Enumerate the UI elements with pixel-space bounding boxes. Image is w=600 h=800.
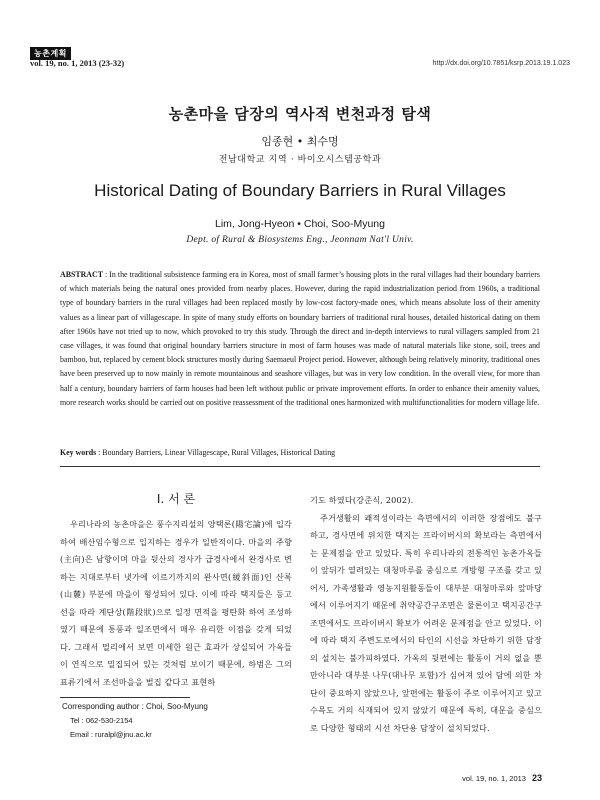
intro-paragraph-1: 우리나라의 농촌마을은 풍수지리설의 양택론(陽宅論)에 입각하여 배산임수형으로 입지하는 경우가 일반적이다. 마을의 주향(主向)은 남향이며 마을 뒷산의 경사가 급경사에서 완경사로 변하는 지대로부터 냇가에 이르기까지의 완사면(緩斜面)인 산록(山麓) 부분에 마을이 형성되어 있다. 이에 따라 택지들은 등고선을 따라 계단상(階段狀)으로 일정 면적을 평탄화 하여 조성하였기 때문에 통풍과 일조면에서 매우 유리한 이점을 갖게 되었다. 그래서 멀리에서 보면 미세한 원근 효과가 상실되어 가옥들이 연직으로 밀집되어 있는 것처럼 보이기 때문에, 하범은 그의 표류기에서 조선마을을 벌집 같다고 표현하 <box>60 519 292 687</box>
korean-affiliation: 전남대학교 지역 · 바이오시스템공학과 <box>218 155 382 165</box>
right-column <box>310 492 542 737</box>
english-authors: Lim, Jong-Hyeon • Choi, Soo-Myung <box>214 218 385 230</box>
intro-paragraph-2: 주거생활의 쾌적성이라는 측면에서의 이러한 장점에도 불구하고, 경사면에 위치한 택지는 프라이버시의 확보라는 측면에서는 문제점을 안고 있었다. 특히 우리나라의 전통적인 농촌가옥들이 앞뒤가 열려있는 대청마루를 중심으로 개방형 구조를 갖고 있어서, 가족생활과 영농지원활동들이 대부분 대청마루와 앞마당에서 이루어지기 때문에 취약공간구조면은 물론이고 택지공간구조면에서도 프라이버시 확보가 어려운 문제점을 안고 있었다. 이에 따라 택지 주변도로에서의 타인의 시선을 차단하기 위한 담장의 설치는 불가피하였다. 가옥의 뒷편에는 활동이 거의 없을 뿐만아니라 대부분 나무(대나무 포함)가 심어져 있어 담에 의한 차단이 중요하지 않았으나, 앞편에는 활동이 주로 이루어지고 있고 수목도 거의 식재되어 있지 않았기 때문에 특히, 대문을 중심으로 다양한 형태의 시선 차단용 담장이 설치되었다. <box>310 512 542 733</box>
korean-authors: 임종현 • 최수명 <box>261 135 339 148</box>
abstract-divider <box>60 466 540 467</box>
journal-logo: 농촌계획 <box>30 47 71 60</box>
left-column <box>60 516 292 691</box>
author-email: Email : ruralpl@jnu.ac.kr <box>70 730 152 739</box>
english-affiliation: Dept. of Rural & Biosystems Eng., Jeonnam Nat'l Univ. <box>186 235 414 245</box>
footer-journal: vol. 19, no. 1, 2013 <box>462 774 526 783</box>
author-phone: Tel : 062-530-2154 <box>70 716 133 725</box>
keywords-text: : Boundary Barriers, Linear Villagescape, Rural Villages, Historical Dating <box>96 448 336 457</box>
korean-title: 농촌마을 담장의 역사적 변천과정 탐색 <box>168 105 432 123</box>
section-heading-introduction: Ⅰ. 서 론 <box>156 492 196 506</box>
abstract-text: : In the traditional subsistence farming era in Korea, most of small farmer’s housing plots in the rural villages had their boundary barriers of which materials being the natural ones provided from nearby places. However, during the rapid industrialization period from 1960s, a traditional type of boundary barriers in the rural villages had been replaced mostly by low-cost factory-made ones, which means absolute loss of their amenity values as a linear part of villagescape. In spite of many study efforts on boundary barriers of traditional rural houses, detailed historical dating on them after 1960s have not tried up to now, which provoked to try this study. Through the direct and in-depth interviews to rural villagers sampled from 21 case villages, it was found that original boundary barriers structure in most of farm houses was made of natural materials like stone, soil, trees and bamboo, but, replaced by cement block structures mostly during Saemaeul Project period. However, although being relatively minority, traditional ones have been preserved up to now mainly in remote mountainous and seashore villages, but was in very low condition. In the overall view, for more than half a century, boundary barriers of farm houses had been left without public or private improvement efforts. In order to enhance their amenity values, more research works should be carried out on positive reassessment of the traditional ones harmonized with multifunctionalities for modern village life. <box>60 270 540 407</box>
corresponding-author-footnote <box>62 700 208 742</box>
footnote-divider <box>60 697 190 698</box>
english-title: Historical Dating of Boundary Barriers in Rural Villages <box>94 181 506 200</box>
doi-link[interactable]: http://dx.doi.org/10.7851/ksrp.2013.19.1.023 <box>432 60 570 67</box>
keywords-label: Key words <box>60 448 97 457</box>
corresponding-author: Corresponding author : Choi, Soo-Myung <box>62 702 208 711</box>
keywords <box>60 448 540 457</box>
page-footer <box>462 773 542 783</box>
intro-continuation: 기도 하였다(강준식, 2002). <box>310 495 414 505</box>
page-number: 23 <box>531 773 542 783</box>
abstract-label: ABSTRACT <box>60 270 103 279</box>
volume-info: vol. 19, no. 1, 2013 (23-32) <box>30 58 125 68</box>
abstract <box>60 268 540 410</box>
